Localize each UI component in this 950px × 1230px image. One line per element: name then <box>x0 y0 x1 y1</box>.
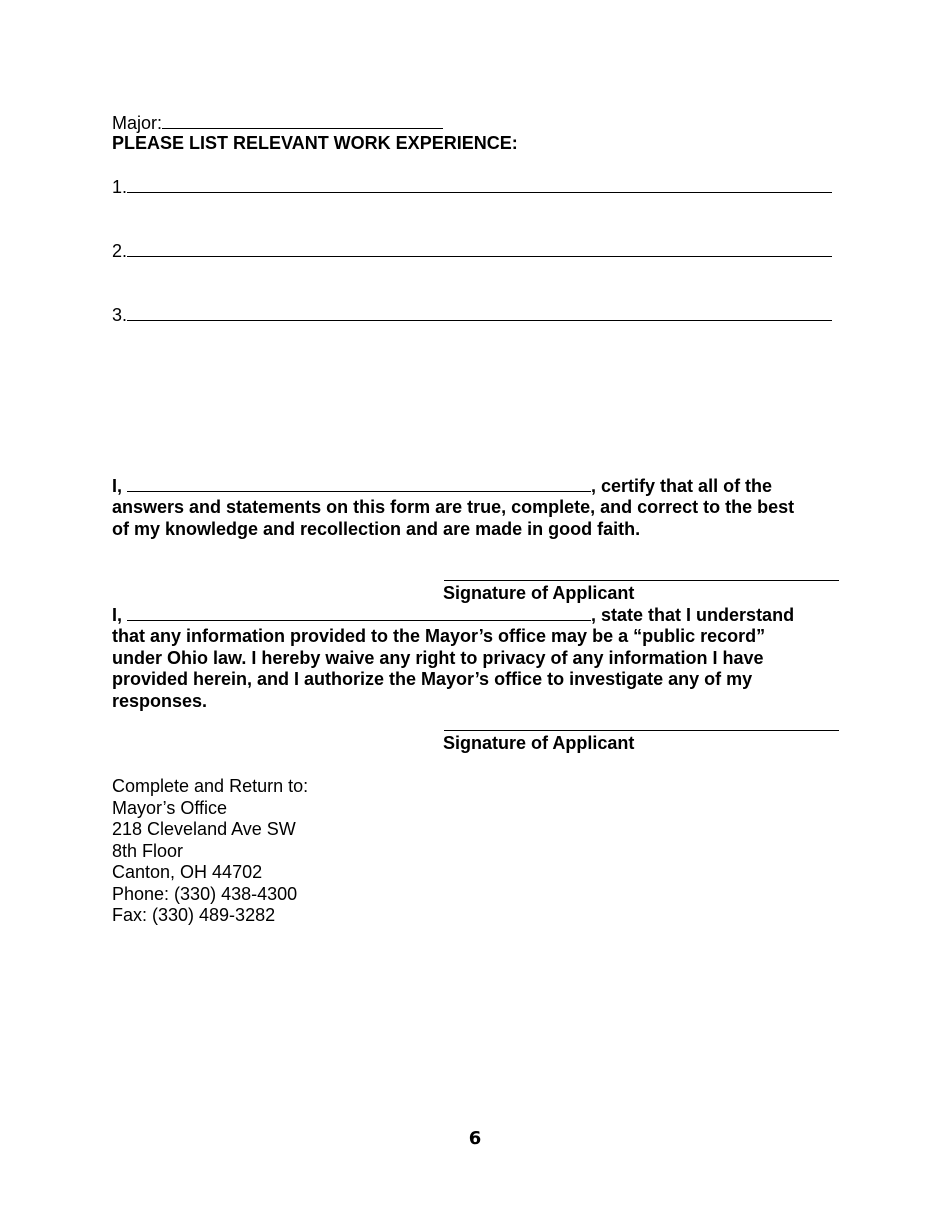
page-number: 6 <box>468 1128 482 1149</box>
waiver-prefix: I, <box>112 605 123 625</box>
signature-line[interactable] <box>444 580 839 581</box>
signature-label: Signature of Applicant <box>443 583 635 603</box>
waiver-line-2: that any information provided to the Mayor’s office may be a “public record” <box>112 626 766 646</box>
return-street: 218 Cleveland Ave SW <box>112 819 296 839</box>
signature-label: Signature of Applicant <box>443 733 635 753</box>
certification-suffix: , certify that all of the <box>591 476 773 496</box>
experience-line-2 <box>112 241 832 262</box>
return-fax: Fax: (330) 489-3282 <box>112 905 276 925</box>
certification-line-3: of my knowledge and recollection and are made in good faith. <box>112 519 641 539</box>
return-phone: Phone: (330) 438-4300 <box>112 884 298 904</box>
return-city: Canton, OH 44702 <box>112 862 263 882</box>
return-office: Mayor’s Office <box>112 798 228 818</box>
major-input-line[interactable] <box>162 113 443 129</box>
major-label: Major: <box>112 113 163 133</box>
waiver-line-4: provided herein, and I authorize the Mayor’s office to investigate any of my <box>112 669 753 689</box>
return-heading: Complete and Return to: <box>112 776 309 796</box>
applicant-name-line[interactable] <box>127 476 591 492</box>
certification-prefix: I, <box>112 476 123 496</box>
experience-input-line[interactable] <box>127 177 832 193</box>
applicant-name-line[interactable] <box>127 605 591 621</box>
waiver-line-1 <box>112 605 794 626</box>
experience-input-line[interactable] <box>127 241 832 257</box>
experience-number: 2. <box>112 241 128 261</box>
signature-line[interactable] <box>444 730 839 731</box>
certification-line-1 <box>112 476 772 497</box>
experience-number: 3. <box>112 305 128 325</box>
certification-line-2: answers and statements on this form are true, complete, and correct to the best <box>112 497 795 517</box>
experience-line-3 <box>112 305 832 326</box>
experience-input-line[interactable] <box>127 305 832 321</box>
experience-line-1 <box>112 177 832 198</box>
major-field <box>112 113 443 134</box>
return-floor: 8th Floor <box>112 841 184 861</box>
waiver-line-5: responses. <box>112 691 208 711</box>
waiver-line-3: under Ohio law. I hereby waive any right to privacy of any information I have <box>112 648 764 668</box>
waiver-suffix: , state that I understand <box>591 605 795 625</box>
experience-number: 1. <box>112 177 128 197</box>
work-experience-heading: PLEASE LIST RELEVANT WORK EXPERIENCE: <box>112 133 518 153</box>
